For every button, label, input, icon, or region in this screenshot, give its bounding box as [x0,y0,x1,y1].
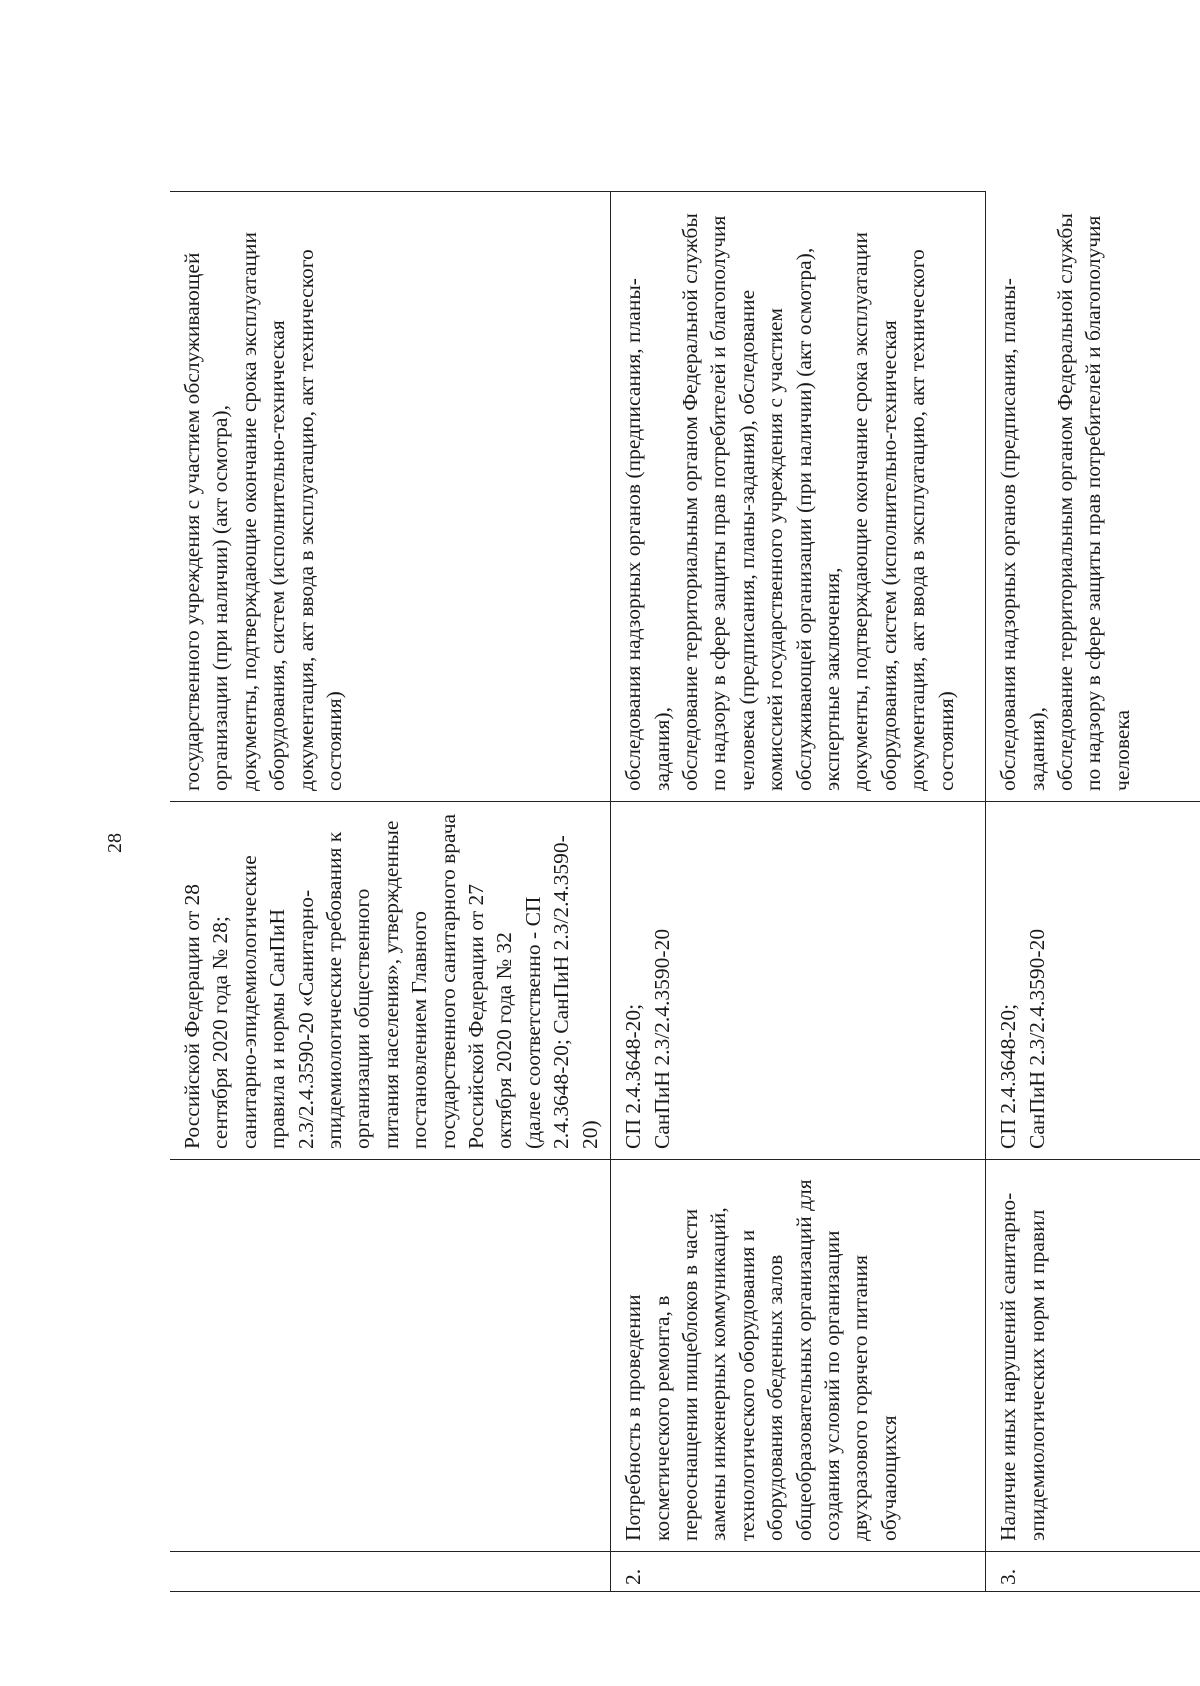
requirements-table [170,191,1200,1592]
documents-cell: государственного учреждения с участием обслуживающей организации (при наличии) (акт осмотра), документы, подтверждающие окончание срока эксплуатации оборудования, систем (исполнительно-техническая документация, акт ввода в эксплуатацию, акт технического состояния) [170,192,611,802]
table-row [986,192,1200,1592]
norms-cell: СП 2.4.3648-20; СанПиН 2.3/2.4.3590-20 [986,802,1200,1160]
documents-cell: обследования надзорных органов (предписания, планы-задания), обследование территориальным органом Федеральной службы по надзору в сфере защиты прав потребителей и благополучия человека [986,192,1200,802]
indicator-cell [170,1160,611,1552]
row-number-cell [170,1552,611,1592]
documents-cell: обследования надзорных органов (предписания, планы-задания), обследование территориальным органом Федеральной службы по надзору в сфере защиты прав потребителей и благополучия человека (предписания, планы-задания), обследование комиссией государственного учреждения с участием обслуживающей организации (при наличии) (акт осмотра), экспертные заключения, документы, подтверждающие окончание срока эксплуатации оборудования, систем (исполнительно-техническая документация, акт ввода в эксплуатацию, акт технического состояния) [611,192,986,802]
table-row [611,192,986,1592]
row-number-cell: 3. [986,1552,1200,1592]
norms-cell: СП 2.4.3648-20; СанПиН 2.3/2.4.3590-20 [611,802,986,1160]
indicator-cell: Наличие иных нарушений санитарно-эпидемиологических норм и правил [986,1160,1200,1552]
row-number-cell: 2. [611,1552,986,1592]
page-number: 28 [104,833,126,853]
rotated-page-content [170,192,1134,1592]
norms-cell: Российской Федерации от 28 сентября 2020 года № 28; санитарно-эпидемиологические правила и нормы СанПиН 2.3/2.4.3590-20 «Санитарно-эпидемиологические требования к организации общественного питания населения», утвержденные постановлением Главного государственного санитарного врача Российской Федерации от 27 октября 2020 года № 32 (далее соответственно - СП 2.4.3648-20; СанПиН 2.3/2.4.3590-20) [170,802,611,1160]
table-row [170,192,611,1592]
indicator-cell: Потребность в проведении косметического ремонта, в переоснащении пищеблоков в части замены инженерных коммуникаций, технологического оборудования и оборудования обеденных залов общеобразовательных организаций для создания условий по организации двухразового горячего питания обучающихся [611,1160,986,1552]
